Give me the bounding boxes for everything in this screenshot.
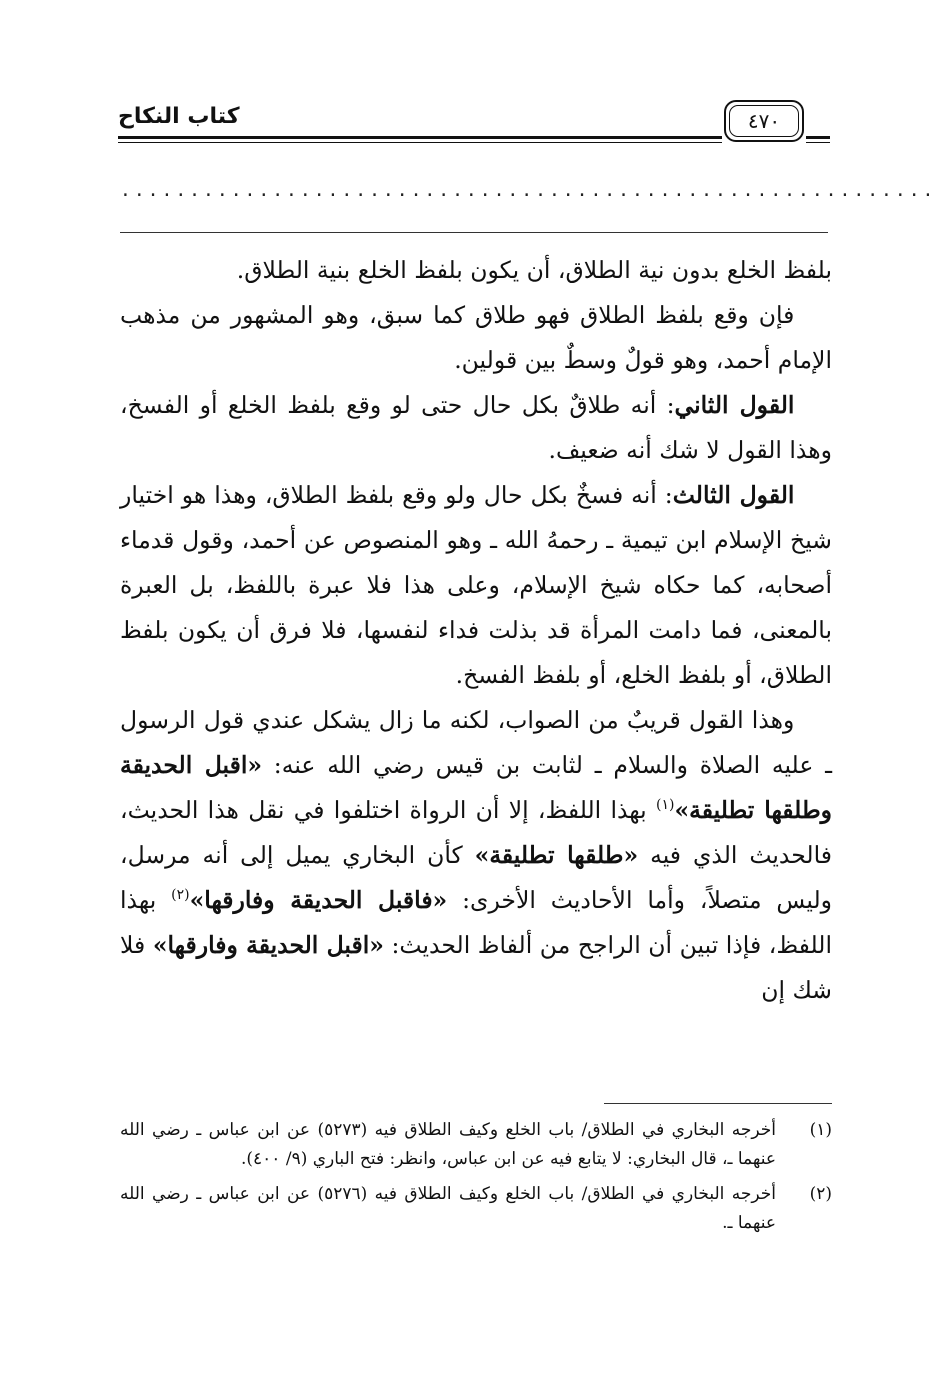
header-rule-thin-right (806, 142, 830, 143)
footnote-number: (١) (809, 1120, 832, 1140)
paragraph-1: بلفظ الخلع بدون نية الطلاق، أن يكون بلفظ الخلع بنية الطلاق. (236, 256, 832, 284)
paragraph-2: فإن وقع بلفظ الطلاق فهو طلاق كما سبق، وهو المشهور من مذهب الإمام أحمد، وهو قولٌ وسطٌ بين قولين. (120, 301, 832, 374)
dotted-separator: ........................................................... (120, 180, 937, 201)
header-rule-thick-right (806, 136, 830, 139)
footnote-text: أخرجه البخاري في الطلاق/ باب الخلع وكيف الطلاق فيه (٥٢٧٦) عن ابن عباس ـ رضي الله عنهما ـ. (120, 1184, 776, 1233)
book-title: كتاب النكاح (118, 104, 240, 129)
section-divider (120, 232, 828, 233)
footnote-text: أخرجه البخاري في الطلاق/ باب الخلع وكيف الطلاق فيه (٥٢٧٣) عن ابن عباس ـ رضي الله عنهما ـ، قال البخاري: لا يتابع فيه عن ابن عباس، وانظر: فتح الباري (٩/ ٤٠٠). (120, 1120, 776, 1169)
hadith-quote-1: «اقبل الحديقة وطلقها تطليقة» (120, 751, 832, 824)
hadith-quote-3: «فاقبل الحديقة وفارقها» (189, 886, 448, 914)
footnote-ref-1[interactable]: (١) (655, 797, 675, 814)
footnotes (120, 1116, 832, 1244)
second-opinion-label: القول الثاني (674, 391, 795, 419)
page-number: ٤٧٠ (747, 109, 781, 133)
footnote-ref-2[interactable]: (٢) (171, 887, 190, 904)
third-opinion-label: القول الثالث (672, 481, 795, 509)
footnote-number: (٢) (809, 1184, 832, 1204)
paragraph-5: وهذا القول قريبٌ من الصواب، لكنه ما زال يشكل عندي قول الرسول ـ عليه الصلاة والسلام ـ لثابت بن قيس رضي الله عنه: «اقبل الحديقة وطلقها تطليقة»$^{(١)}$ بهذا اللفظ، إلا أن الرواة اختلفوا في نقل هذا الحديث، فالحديث الذي فيه «طلقها تطليقة» كأن البخاري يميل إلى أنه مرسل، وليس متصلاً، وأما الأحاديث الأخرى: «فاقبل الحديقة وفارقها»$^{(٢)}$ بهذا اللفظ، فإذا تبين أن الراجح من ألفاظ الحديث: «اقبل الحديقة وفارقها» فلا شك إن (120, 706, 832, 1004)
paragraph-4: القول الثالث: أنه فسخٌ بكل حال ولو وقع بلفظ الطلاق، وهذا هو اختيار شيخ الإسلام ابن تيمية ـ رحمهُ الله ـ وهو المنصوص عن أحمد، وقول قدماء أصحابه، كما حكاه شيخ الإسلام، وعلى هذا فلا عبرة باللفظ، بل العبرة بالمعنى، فما دامت المرأة قد بذلت فداء لنفسها، فلا فرق أن يكون بلفظ الطلاق، أو بلفظ الخلع، أو بلفظ الفسخ. (120, 481, 832, 689)
hadith-quote-4: «اقبل الحديقة وفارقها» (152, 931, 384, 959)
main-text (120, 248, 832, 1013)
page-number-box (724, 100, 804, 142)
paragraph-3: القول الثاني: أنه طلاقٌ بكل حال حتى لو وقع بلفظ الخلع أو الفسخ، وهذا القول لا شك أنه ضعيف. (120, 391, 832, 464)
footnote-rule (604, 1103, 832, 1104)
hadith-quote-2: «طلقها تطليقة» (474, 841, 639, 869)
page-header (118, 96, 830, 154)
footnote-2 (120, 1180, 832, 1238)
header-rule-thick-left (118, 136, 722, 139)
header-rule-thin-left (118, 142, 722, 143)
footnote-1 (120, 1116, 832, 1174)
